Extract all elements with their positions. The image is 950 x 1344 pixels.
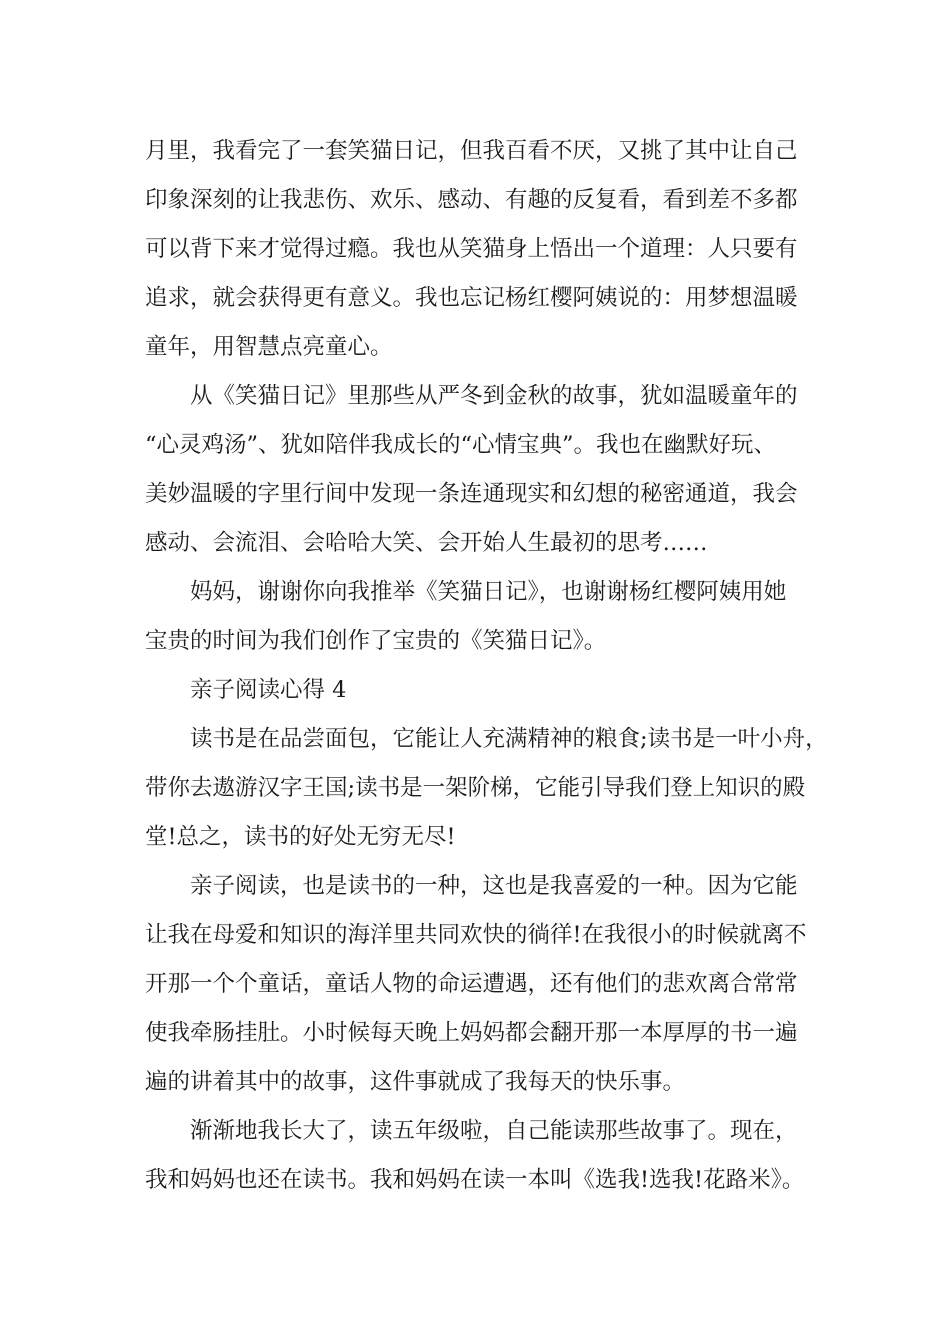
- paragraph-start-line: 妈妈，谢谢你向我推举《笑猫日记》，也谢谢杨红樱阿姨用她: [190, 579, 787, 605]
- text-line: 美妙温暖的字里行间中发现一条连通现实和幻想的秘密通道，我会: [145, 481, 798, 507]
- text-line: 让我在母爱和知识的海洋里共同欢快的徜徉!在我很小的时候就离不: [145, 922, 807, 948]
- section-heading: 亲子阅读心得 4: [190, 677, 347, 703]
- text-line: 遍的讲着其中的故事，这件事就成了我每天的快乐事。: [145, 1069, 686, 1095]
- paragraph-start-line: 渐渐地我长大了，读五年级啦，自己能读那些故事了。现在，: [190, 1118, 798, 1144]
- text-line: 可以背下来才觉得过瘾。我也从笑猫身上悟出一个道理：人只要有: [145, 236, 798, 262]
- text-line: 使我牵肠挂肚。小时候每天晚上妈妈都会翻开那一本厚厚的书一遍: [145, 1020, 798, 1046]
- text-line: 宝贵的时间为我们创作了宝贵的《笑猫日记》。: [145, 628, 607, 654]
- text-line: 月里，我看完了一套笑猫日记，但我百看不厌，又挑了其中让自己: [145, 138, 798, 164]
- text-line: 追求，就会获得更有意义。我也忘记杨红樱阿姨说的：用梦想温暖: [145, 285, 798, 311]
- text-line: 开那一个个童话，童话人物的命运遭遇，还有他们的悲欢离合常常: [145, 971, 798, 997]
- paragraph-start-line: 亲子阅读，也是读书的一种，这也是我喜爱的一种。因为它能: [190, 873, 798, 899]
- text-line: 堂!总之，读书的好处无穷无尽!: [145, 824, 456, 850]
- text-line: 带你去遨游汉字王国;读书是一架阶梯，它能引导我们登上知识的殿: [145, 775, 806, 801]
- body-text: [145, 127, 835, 1205]
- text-line: 我和妈妈也还在读书。我和妈妈在读一本叫《选我!选我!花路米》。: [145, 1167, 805, 1193]
- paragraph-start-line: 读书是在品尝面包，它能让人充满精神的粮食;读书是一叶小舟，: [190, 726, 828, 752]
- text-line: “心灵鸡汤”、犹如陪伴我成长的“心情宝典”。我也在幽默好玩、: [145, 432, 777, 458]
- text-line: 印象深刻的让我悲伤、欢乐、感动、有趣的反复看，看到差不多都: [145, 187, 798, 213]
- text-line: 童年，用智慧点亮童心。: [145, 334, 393, 360]
- paragraph-start-line: 从《笑猫日记》里那些从严冬到金秋的故事，犹如温暖童年的: [190, 383, 798, 409]
- text-line: 感动、会流泪、会哈哈大笑、会开始人生最初的思考……: [145, 530, 708, 556]
